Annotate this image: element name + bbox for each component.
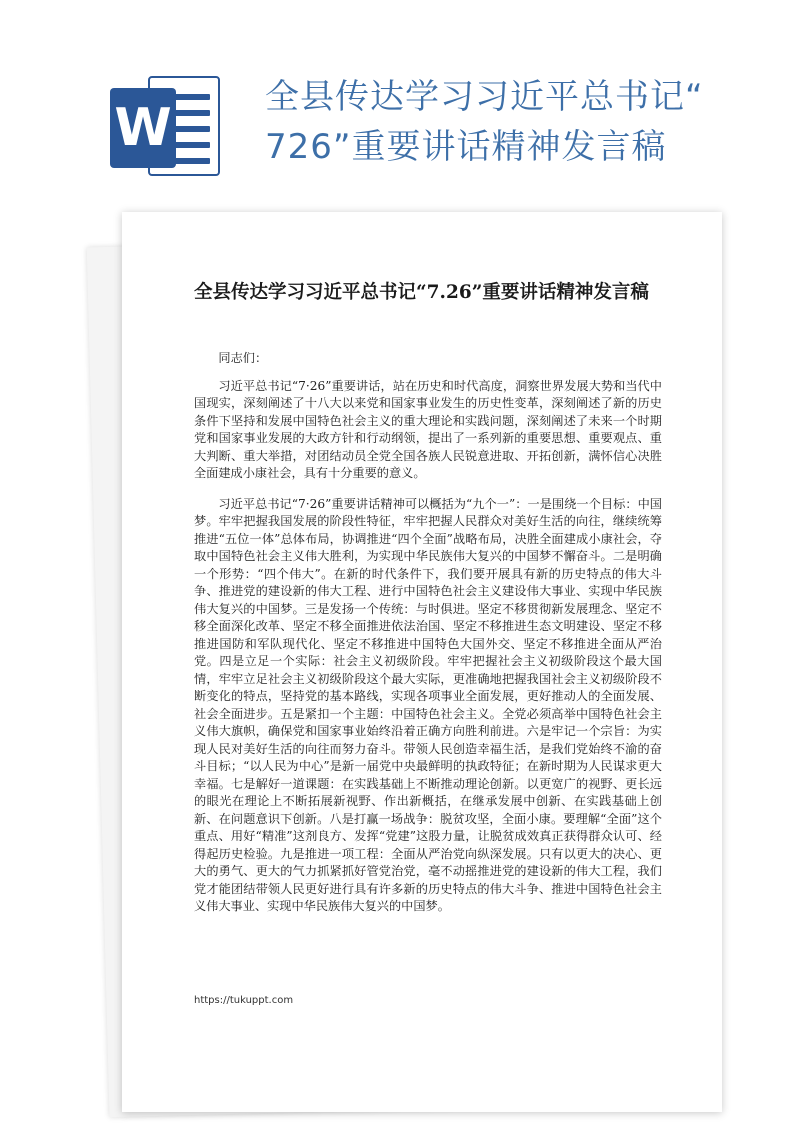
word-icon-letter: W	[110, 88, 176, 168]
header-title-line-2: 726”重要讲话精神发言稿	[265, 127, 667, 167]
document-page	[122, 212, 722, 1112]
header-title	[265, 72, 785, 172]
document-body	[194, 350, 662, 929]
header-title-line-1: 全县传达学习习近平总书记“	[265, 77, 704, 117]
paragraph: 习近平总书记“7·26”重要讲话精神可以概括为“九个一”：一是围绕一个目标：中国梦。牢牢把握我国发展的阶段性特征，牢牢把握人民群众对美好生活的向往，继续统筹推进“五位一体”总体布局，协调推进“四个全面”战略布局，决胜全面建成小康社会，夺取中国特色社会主义伟大胜利，为实现中华民族伟大复兴的中国梦不懈奋斗。二是明确一个形势：“四个伟大”。在新的时代条件下，我们要开展具有新的历史特点的伟大斗争、推进党的建设新的伟大工程、进行中国特色社会主义建设伟大事业、实现中华民族伟大复兴的中国梦。三是发扬一个传统：与时俱进。坚定不移贯彻新发展理念、坚定不移全面深化改革、坚定不移全面推进依法治国、坚定不移推进生态文明建设、坚定不移推进国防和军队现代化、坚定不移推进中国特色大国外交、坚定不移推进全面从严治党。四是立足一个实际：社会主义初级阶段。牢牢把握社会主义初级阶段这个最大国情，牢牢立足社会主义初级阶段这个最大实际，更准确地把握我国社会主义初级阶段不断变化的特点，坚持党的基本路线，实现各项事业全面发展，更好推动人的全面发展、社会全面进步。五是紧扣一个主题：中国特色社会主义。全党必须高举中国特色社会主义伟大旗帜，确保党和国家事业始终沿着正确方向胜利前进。六是牢记一个宗旨：为实现人民对美好生活的向往而努力奋斗。带领人民创造幸福生活，是我们党始终不渝的奋斗目标；“以人民为中心”是新一届党中央最鲜明的执政特征；在新时期为人民谋求更大幸福。七是解好一道课题：在实践基础上不断推动理论创新。以更宽广的视野、更长远的眼光在理论上不断拓展新视野、作出新概括，在继承发展中创新、在实践基础上创新、在问题意识下创新。八是打赢一场战争：脱贫攻坚，全面小康。要理解“全面”这个重点、用好“精准”这剂良方、发挥“党建”这股力量，让脱贫成效真正获得群众认可、经得起历史检验。九是推进一项工程：全面从严治党向纵深发展。只有以更大的决心、更大的勇气、更大的气力抓紧抓好管党治党，毫不动摇推进党的建设新的伟大工程，我们党才能团结带领人民更好进行具有许多新的历史特点的伟大斗争、推进中国特色社会主义伟大事业、实现中华民族伟大复兴的中国梦。	[194, 496, 662, 913]
word-document-icon	[110, 70, 230, 180]
footer-url: https://tukuppt.com	[194, 995, 294, 1006]
salutation: 同志们：	[218, 351, 268, 365]
header	[0, 0, 800, 200]
paragraph: 习近平总书记“7·26”重要讲话，站在历史和时代高度，洞察世界发展大势和当代中国现实，深刻阐述了十八大以来党和国家事业发生的历史性变革，深刻阐述了新的历史条件下坚持和发展中国特色社会主义的重大理论和实践问题，深刻阐述了未来一个时期党和国家事业发展的大政方针和行动纲领，提出了一系列新的重要思想、重要观点、重大判断、重大举措，对团结动员全党全国各族人民锐意进取、开拓创新，满怀信心决胜全面建成小康社会，具有十分重要的意义。	[194, 378, 662, 480]
document-title: 全县传达学习习近平总书记“7.26”重要讲话精神发言稿	[194, 282, 649, 303]
